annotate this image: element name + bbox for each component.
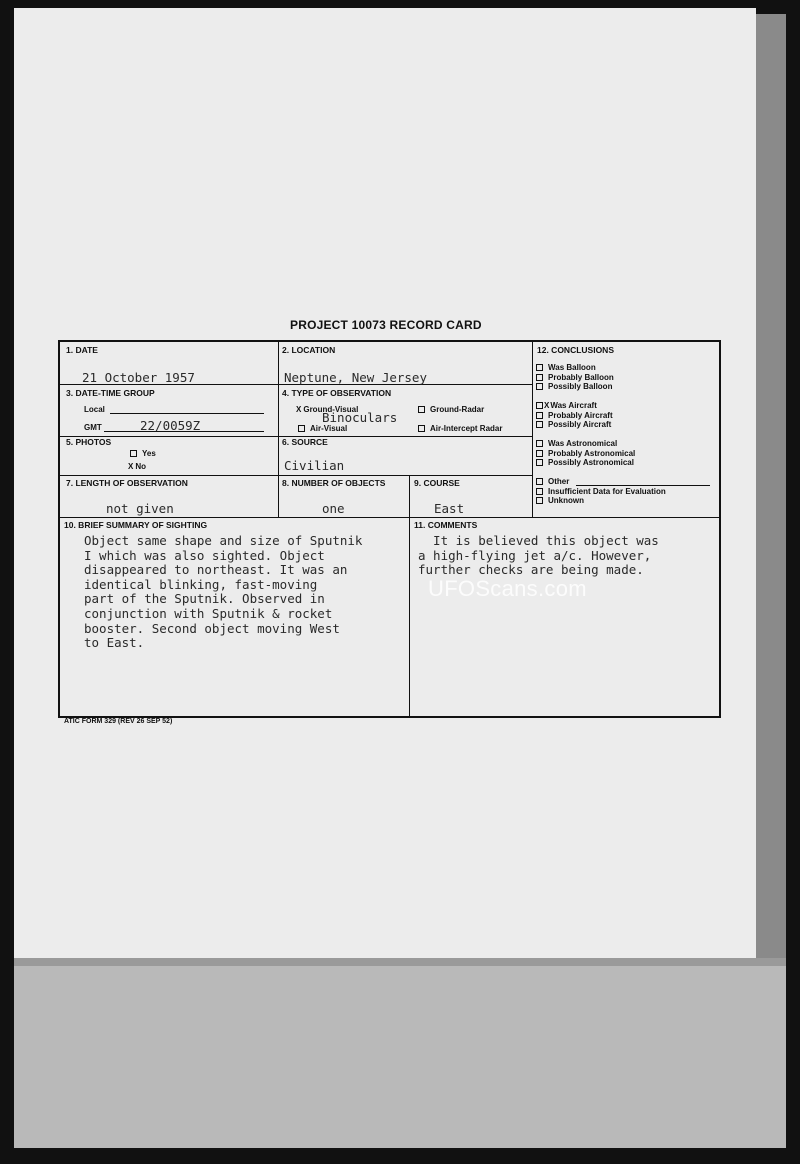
gmt-label: GMT [84, 423, 102, 432]
checkbox-icon [536, 450, 543, 457]
checkbox-icon [536, 364, 543, 371]
local-label: Local [84, 405, 105, 414]
checkbox-icon [536, 421, 543, 428]
location-value: Neptune, New Jersey [284, 370, 427, 385]
checkbox-icon [536, 459, 543, 466]
course-label: 9. COURSE [414, 478, 460, 488]
conclusion-group-other: Other Insufficient Data for Evaluation Unknown [536, 477, 666, 506]
comments-label: 11. COMMENTS [414, 520, 478, 530]
objects-label: 8. NUMBER OF OBJECTS [282, 478, 386, 488]
date-value: 21 October 1957 [82, 370, 195, 385]
air-intercept-option: Air-Intercept Radar [418, 424, 502, 433]
checkbox-icon [536, 440, 543, 447]
checkbox-icon [536, 478, 543, 485]
ground-visual-option: X Ground-Visual [296, 405, 359, 414]
checkbox-icon [536, 383, 543, 390]
date-label: 1. DATE [66, 345, 98, 355]
observation-type-label: 4. TYPE OF OBSERVATION [282, 388, 392, 398]
photos-yes-option: Yes [130, 449, 156, 458]
summary-text: Object same shape and size of Sputnik I which was also sighted. Object disappeared to northeast. It was an identical blinking, fast-moving part of the Sputnik. Observed in conjunction with Sputnik & rocket booster. Second object moving West to East. [84, 533, 363, 651]
source-value: Civilian [284, 458, 345, 473]
checkbox-icon [536, 374, 543, 381]
length-label: 7. LENGTH OF OBSERVATION [66, 478, 188, 488]
summary-label: 10. BRIEF SUMMARY OF SIGHTING [64, 520, 208, 530]
checkbox-icon [536, 497, 543, 504]
observation-note: Binoculars [322, 410, 398, 425]
underlying-sheet [14, 958, 786, 1148]
photos-label: 5. PHOTOS [66, 437, 112, 447]
checked-mark: X [544, 401, 550, 410]
photos-no-option: X No [128, 462, 147, 471]
checkbox-icon [536, 412, 543, 419]
checked-mark: X [296, 405, 302, 414]
checkbox-icon [298, 425, 305, 432]
gmt-value: 22/0059Z [140, 418, 201, 433]
objects-value: one [322, 501, 345, 516]
checked-mark: X [128, 462, 134, 471]
course-value: East [434, 501, 465, 516]
source-label: 6. SOURCE [282, 437, 328, 447]
comments-text: It is believed this object was a high-flying jet a/c. However, further checks are being made. [418, 533, 659, 578]
conclusions-label: 12. CONCLUSIONS [537, 345, 614, 355]
checkbox-icon [130, 450, 137, 457]
conclusion-group-aircraft: XWas Aircraft Probably Aircraft Possibly Aircraft [536, 401, 613, 430]
form-number: ATIC FORM 329 (REV 26 SEP 52) [64, 718, 173, 725]
conclusion-group-balloon: Was Balloon Probably Balloon Possibly Balloon [536, 363, 614, 392]
ground-radar-option: Ground-Radar [418, 405, 484, 414]
checkbox-icon [418, 425, 425, 432]
checkbox-icon [536, 402, 543, 409]
page-edge-shadow [756, 14, 786, 958]
checkbox-icon [536, 488, 543, 495]
watermark: UFOScans.com [428, 576, 587, 601]
air-visual-option: Air-Visual [298, 424, 347, 433]
conclusion-group-astronomical: Was Astronomical Probably Astronomical Possibly Astronomical [536, 439, 635, 468]
length-value: not given [106, 501, 174, 516]
checkbox-icon [418, 406, 425, 413]
location-label: 2. LOCATION [282, 345, 336, 355]
card-title: PROJECT 10073 RECORD CARD [290, 318, 482, 332]
dtg-label: 3. DATE-TIME GROUP [66, 388, 155, 398]
